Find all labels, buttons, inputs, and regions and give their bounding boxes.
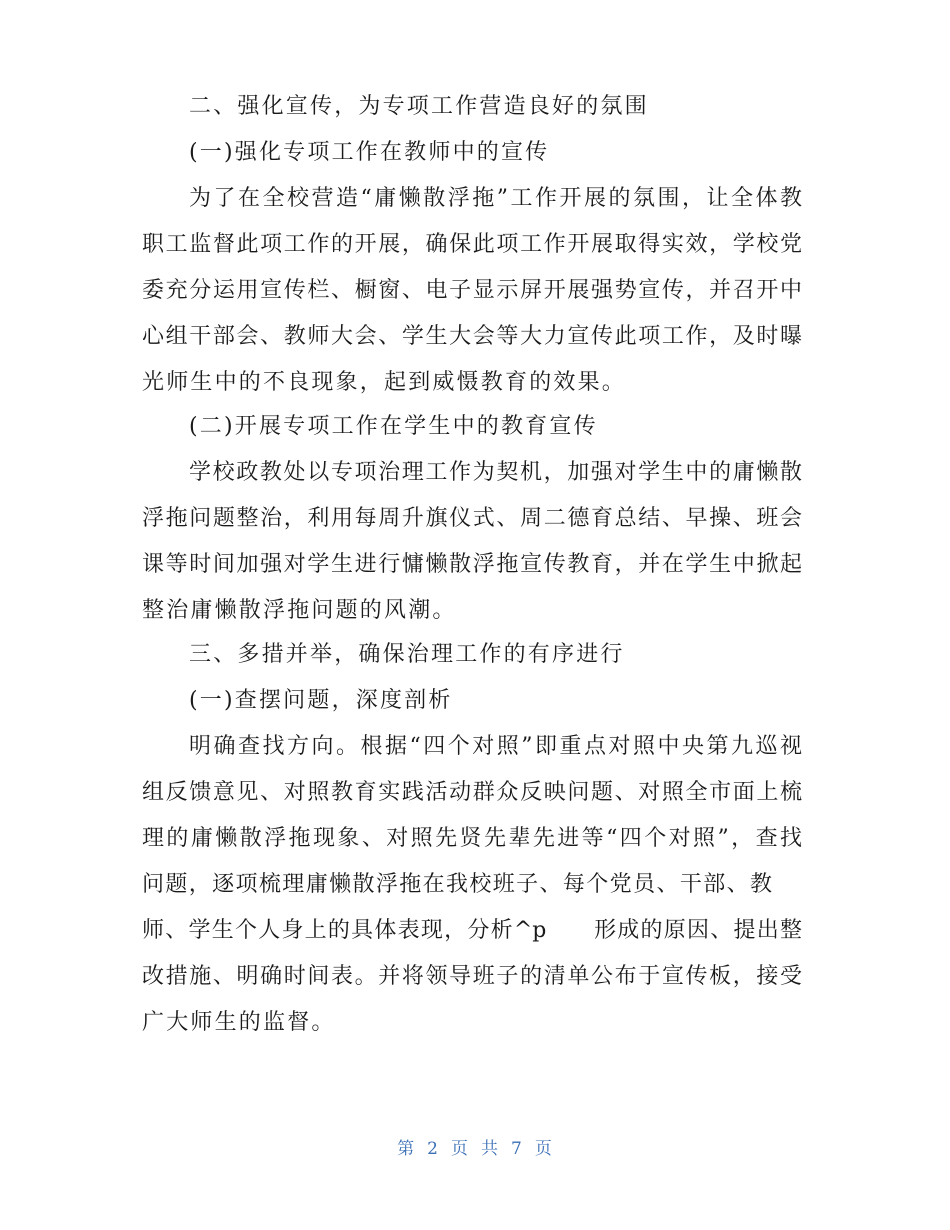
paragraph-line: 职工监督此项工作的开展，确保此项工作开展取得实效，学校党 [142,232,802,257]
footer-current-page: 2 [427,1139,439,1159]
paragraph-line: 理的庸懒散浮拖现象、对照先贤先辈先进等“四个对照”，查找 [142,826,802,851]
section-heading-2: 二、强化宣传，为专项工作营造良好的氛围 [189,94,649,119]
paragraph-line: 师、学生个人身上的具体表现，分析^p 形成的原因、提出整 [142,918,802,943]
footer-unit-label: 页 [451,1139,469,1159]
paragraph-line: 明确查找方向。根据“四个对照”即重点对照中央第九巡视 [189,734,802,759]
footer-total-label: 共 [481,1139,499,1159]
subsection-heading-2-1: (一)强化专项工作在教师中的宣传 [189,140,550,165]
paragraph-line: 委充分运用宣传栏、橱窗、电子显示屏开展强势宣传，并召开中 [142,278,802,303]
paragraph-line: 光师生中的不良现象，起到威慑教育的效果。 [142,370,627,395]
paragraph-line: 为了在全校营造“庸懒散浮拖”工作开展的氛围，让全体教 [189,186,802,211]
subsection-heading-2-2: (二)开展专项工作在学生中的教育宣传 [189,414,598,439]
paragraph-line: 心组干部会、教师大会、学生大会等大力宣传此项工作，及时曝 [142,324,802,349]
paragraph-line: 课等时间加强对学生进行慵懒散浮拖宣传教育，并在学生中掀起 [142,552,802,577]
paragraph-line: 学校政教处以专项治理工作为契机，加强对学生中的庸懒散 [189,460,802,485]
subsection-heading-3-1: (一)查摆问题，深度剖析 [189,688,453,713]
paragraph-line: 广大师生的监督。 [142,1010,336,1035]
section-heading-3: 三、多措并举，确保治理工作的有序进行 [189,642,625,667]
paragraph-line: 问题，逐项梳理庸懒散浮拖在我校班子、每个党员、干部、教 [142,872,772,897]
footer-page-label: 第 [397,1139,416,1159]
paragraph-line: 整治庸懒散浮拖问题的风潮。 [142,598,457,623]
page-footer [0,1134,950,1159]
footer-unit-label-2: 页 [534,1139,553,1159]
paragraph-line: 组反馈意见、对照教育实践活动群众反映问题、对照全市面上梳 [142,780,802,805]
footer-total-pages: 7 [511,1139,523,1159]
paragraph-line: 浮拖问题整治，利用每周升旗仪式、周二德育总结、早操、班会 [142,506,802,531]
paragraph-line: 改措施、明确时间表。并将领导班子的清单公布于宣传板，接受 [142,964,802,989]
